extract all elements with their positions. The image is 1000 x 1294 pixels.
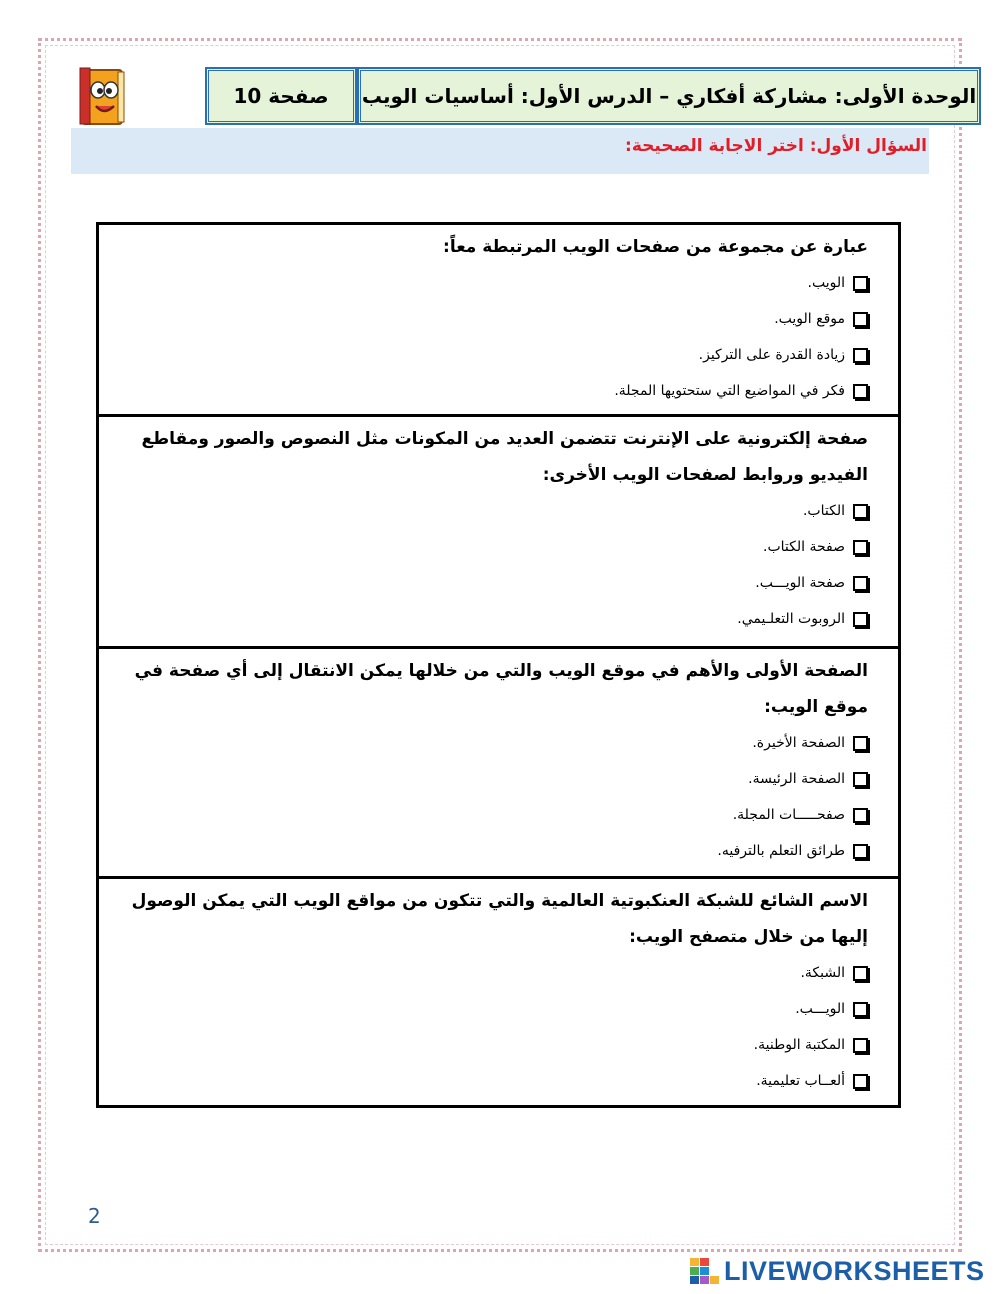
checkbox-icon[interactable] (853, 384, 868, 399)
option[interactable] (119, 797, 868, 833)
checkbox-icon[interactable] (853, 736, 868, 751)
checkbox-icon[interactable] (853, 844, 868, 859)
checkbox-icon[interactable] (853, 966, 868, 981)
option-label: الصفحة الرئيسة. (748, 771, 845, 787)
checkbox-icon[interactable] (853, 576, 868, 591)
option-label: موقع الويب. (774, 311, 845, 327)
option[interactable] (119, 565, 868, 601)
checkbox-icon[interactable] (853, 276, 868, 291)
checkbox-icon[interactable] (853, 1038, 868, 1053)
option-label: ألعــاب تعليمية. (756, 1073, 845, 1089)
option-label: فكر في المواضيع التي ستحتويها المجلة. (614, 383, 845, 399)
question-table (96, 222, 901, 1108)
option-label: الويـــب. (795, 1001, 845, 1017)
question-text: الاسم الشائع للشبكة العنكبوتية العالمية والتي تتكون من مواقع الويب التي يمكن الوصول إليها من خلال متصفح الويب: (131, 891, 868, 947)
option[interactable] (119, 373, 868, 409)
option-label: الكتاب. (802, 503, 845, 519)
option[interactable] (119, 1063, 868, 1099)
checkbox-icon[interactable] (853, 612, 868, 627)
option-label: صفحة الويـــب. (755, 575, 845, 591)
option[interactable] (119, 529, 868, 565)
option[interactable] (119, 301, 868, 337)
checkbox-icon[interactable] (853, 772, 868, 787)
page-number: 2 (88, 1204, 101, 1228)
footer-brand: LIVEWORKSHEETS (724, 1255, 985, 1286)
liveworksheets-logo[interactable] (690, 1256, 985, 1286)
checkbox-icon[interactable] (853, 1074, 868, 1089)
page-label: صفحة 10 (206, 68, 356, 124)
option[interactable] (119, 337, 868, 373)
header (76, 66, 977, 128)
question-1 (99, 225, 898, 417)
checkbox-icon[interactable] (853, 504, 868, 519)
section-title: السؤال الأول: اختر الاجابة الصحيحة: (625, 136, 927, 156)
question-text: عبارة عن مجموعة من صفحات الويب المرتبطة معاً: (443, 237, 868, 257)
option-label: الشبكة. (800, 965, 845, 981)
option[interactable] (119, 955, 868, 991)
checkbox-icon[interactable] (853, 808, 868, 823)
option[interactable] (119, 833, 868, 869)
lesson-title: الوحدة الأولى: مشاركة أفكاري – الدرس الأول: أساسيات الويب (358, 68, 980, 124)
checkbox-icon[interactable] (853, 348, 868, 363)
option-label: الويب. (807, 275, 845, 291)
checkbox-icon[interactable] (853, 540, 868, 555)
option[interactable] (119, 601, 868, 637)
question-text: صفحة إلكترونية على الإنترنت تتضمن العديد من المكونات مثل النصوص والصور ومقاطع الفيديو وروابط لصفحات الويب الأخرى: (141, 429, 868, 485)
option[interactable] (119, 493, 868, 529)
question-4 (99, 879, 898, 1105)
option[interactable] (119, 761, 868, 797)
liveworksheets-blocks-icon (690, 1258, 720, 1284)
book-mascot-icon (76, 66, 130, 128)
checkbox-icon[interactable] (853, 312, 868, 327)
section-title-bar (71, 128, 929, 174)
option[interactable] (119, 991, 868, 1027)
option[interactable] (119, 1027, 868, 1063)
option-label: الصفحة الأخيرة. (752, 735, 845, 751)
question-3 (99, 649, 898, 879)
option[interactable] (119, 725, 868, 761)
option-label: الروبوت التعلـيمي. (737, 611, 845, 627)
option-label: صفحـــــات المجلة. (732, 807, 845, 823)
option-label: صفحة الكتاب. (763, 539, 845, 555)
option-label: طرائق التعلم بالترفيه. (717, 843, 845, 859)
question-2 (99, 417, 898, 649)
option-label: المكتبة الوطنية. (753, 1037, 845, 1053)
option-label: زيادة القدرة على التركيز. (698, 347, 845, 363)
option[interactable] (119, 265, 868, 301)
question-text: الصفحة الأولى والأهم في موقع الويب والتي من خلالها يمكن الانتقال إلى أي صفحة في موقع الويب: (134, 661, 868, 717)
checkbox-icon[interactable] (853, 1002, 868, 1017)
